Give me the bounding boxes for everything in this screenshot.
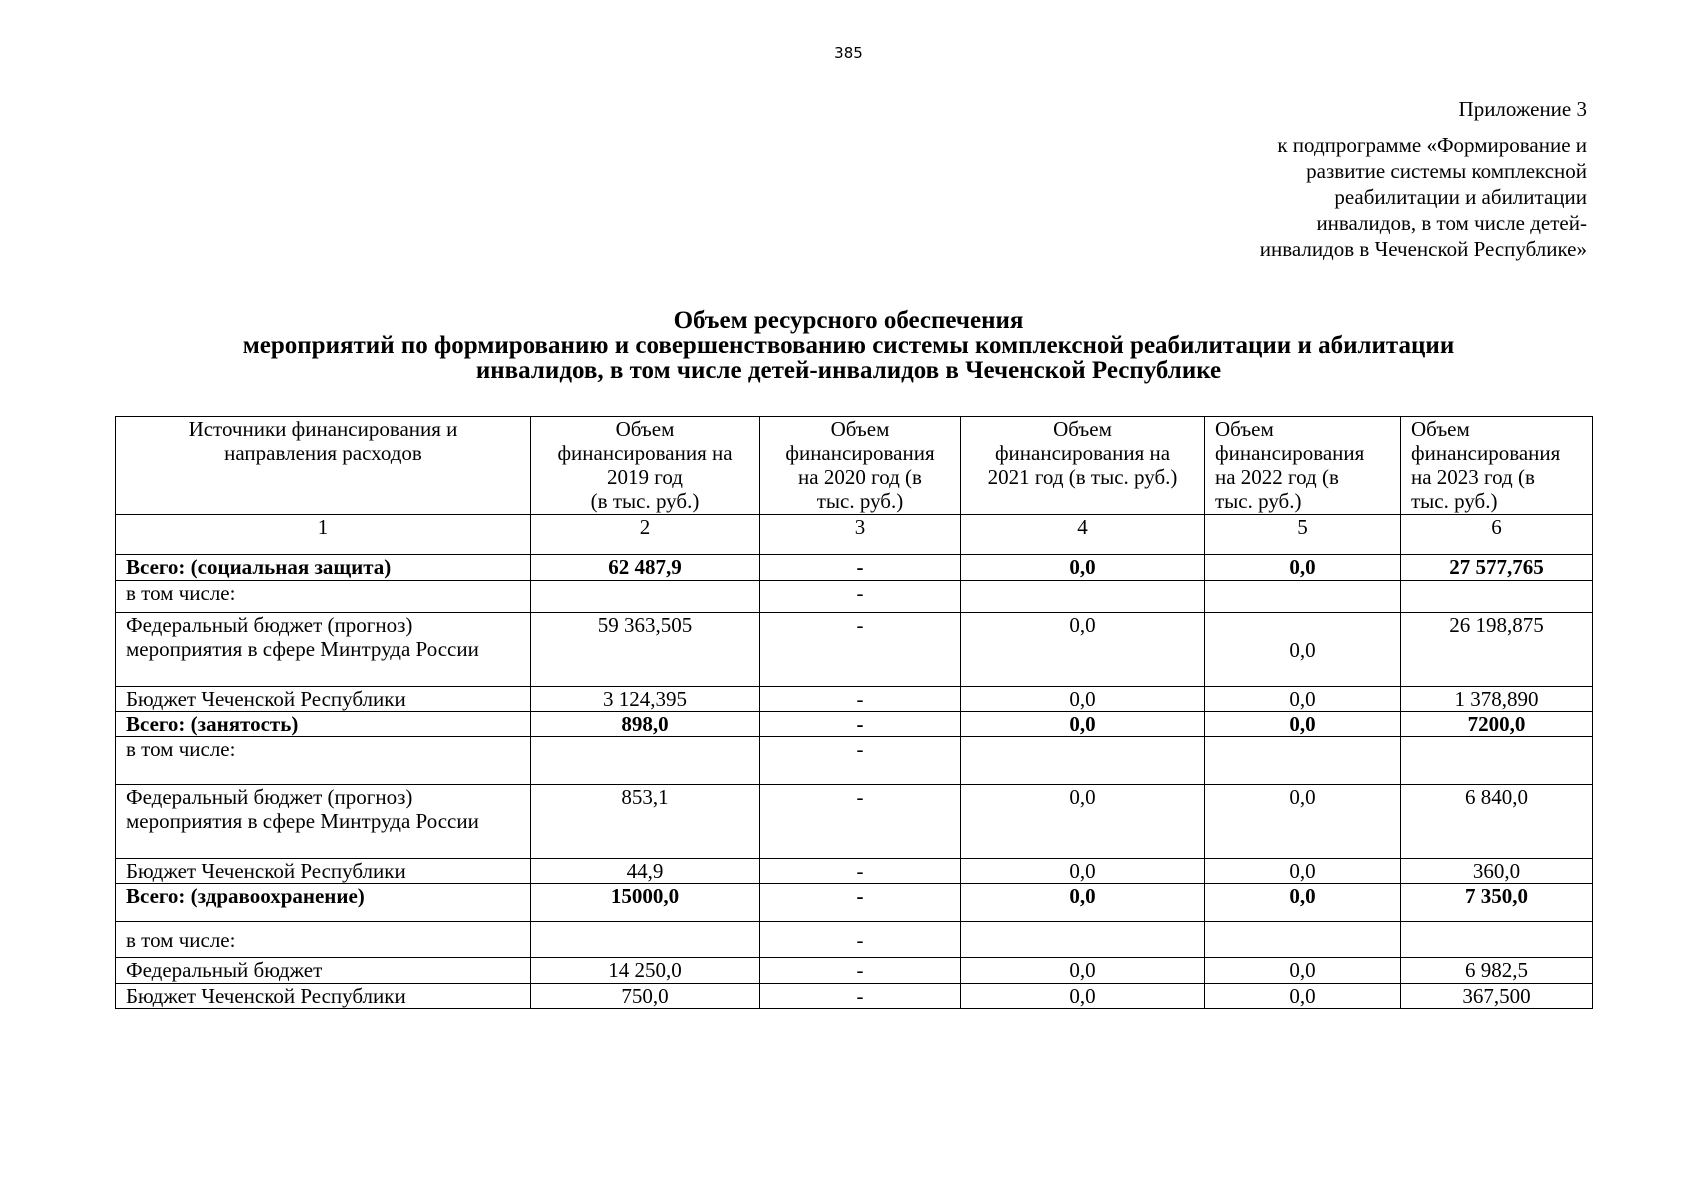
appendix-reference-line: инвалидов, в том числе детей- <box>1316 211 1587 235</box>
value-2021: 0,0 <box>961 555 1205 581</box>
row-label: Федеральный бюджет <box>116 958 531 984</box>
table-row-including <box>116 737 1593 785</box>
value-2021: 0,0 <box>961 613 1205 687</box>
value-2022: 0,0 <box>1205 859 1401 884</box>
header-2019: Объем финансирования на 2019 год (в тыс. руб.) <box>531 417 760 515</box>
row-label: в том числе: <box>116 581 531 613</box>
value-2020: - <box>760 555 961 581</box>
row-label: в том числе: <box>116 922 531 958</box>
page-number: 385 <box>834 44 863 62</box>
value-2023 <box>1401 922 1593 958</box>
value-2020: - <box>760 922 961 958</box>
table-header-row <box>116 417 1593 515</box>
value-2023: 7 350,0 <box>1401 884 1593 922</box>
value-2022 <box>1205 581 1401 613</box>
document-title-line: мероприятий по формированию и совершенствованию системы комплексной реабилитации и абилитации <box>242 332 1455 359</box>
value-2020: - <box>760 884 961 922</box>
value-2023: 360,0 <box>1401 859 1593 884</box>
table-row-total-healthcare <box>116 884 1593 922</box>
appendix-reference-line: к подпрограмме «Формирование и <box>1277 133 1587 157</box>
row-label: Федеральный бюджет (прогноз) мероприятия в сфере Минтруда России <box>116 785 531 859</box>
column-number: 3 <box>760 515 961 555</box>
column-number: 6 <box>1401 515 1593 555</box>
value-2023: 27 577,765 <box>1401 555 1593 581</box>
column-number: 2 <box>531 515 760 555</box>
value-2020: - <box>760 958 961 984</box>
header-2022: Объем финансирования на 2022 год (в тыс. руб.) <box>1205 417 1401 515</box>
value-2019: 750,0 <box>531 984 760 1009</box>
row-label: Федеральный бюджет (прогноз) мероприятия в сфере Минтруда России <box>116 613 531 687</box>
value-2022: 0,0 <box>1205 785 1401 859</box>
column-number: 4 <box>961 515 1205 555</box>
value-2019: 14 250,0 <box>531 958 760 984</box>
value-2019 <box>531 581 760 613</box>
value-2019 <box>531 922 760 958</box>
value-2022: 0,0 <box>1205 613 1401 687</box>
appendix-reference <box>1167 132 1587 262</box>
value-2019: 15000,0 <box>531 884 760 922</box>
table-row-including <box>116 581 1593 613</box>
funding-table <box>115 416 1593 1009</box>
column-number-row <box>116 515 1593 555</box>
column-number: 1 <box>116 515 531 555</box>
value-2020: - <box>760 687 961 712</box>
value-2019: 3 124,395 <box>531 687 760 712</box>
value-2021: 0,0 <box>961 958 1205 984</box>
header-sources: Источники финансирования и направления расходов <box>116 417 531 515</box>
row-label: в том числе: <box>116 737 531 785</box>
value-2022: 0,0 <box>1205 884 1401 922</box>
header-2023: Объем финансирования на 2023 год (в тыс. руб.) <box>1401 417 1593 515</box>
value-2019: 898,0 <box>531 712 760 737</box>
column-number: 5 <box>1205 515 1401 555</box>
value-2022: 0,0 <box>1205 984 1401 1009</box>
value-2019: 59 363,505 <box>531 613 760 687</box>
table-row-federal <box>116 785 1593 859</box>
value-2023: 7200,0 <box>1401 712 1593 737</box>
value-2019: 44,9 <box>531 859 760 884</box>
appendix-label: Приложение 3 <box>1458 97 1587 121</box>
value-2022: 0,0 <box>1205 555 1401 581</box>
value-2020: - <box>760 613 961 687</box>
table-row-regional <box>116 984 1593 1009</box>
value-2020: - <box>760 785 961 859</box>
value-2021: 0,0 <box>961 785 1205 859</box>
value-2020: - <box>760 737 961 785</box>
table-row-regional <box>116 859 1593 884</box>
value-2019 <box>531 737 760 785</box>
appendix-reference-line: реабилитации и абилитации <box>1334 185 1587 209</box>
value-2019: 62 487,9 <box>531 555 760 581</box>
row-label: Бюджет Чеченской Республики <box>116 984 531 1009</box>
appendix-reference-line: развитие системы комплексной <box>1306 159 1587 183</box>
value-2022: 0,0 <box>1205 958 1401 984</box>
row-label: Бюджет Чеченской Республики <box>116 687 531 712</box>
table-row-including <box>116 922 1593 958</box>
value-2021: 0,0 <box>961 859 1205 884</box>
document-title-line: инвалидов, в том числе детей-инвалидов в Чеченской Республике <box>475 357 1222 384</box>
value-2022: 0,0 <box>1205 712 1401 737</box>
value-2022 <box>1205 922 1401 958</box>
value-2023: 367,500 <box>1401 984 1593 1009</box>
value-2020: - <box>760 984 961 1009</box>
table-row-regional <box>116 687 1593 712</box>
value-2021 <box>961 922 1205 958</box>
value-2019: 853,1 <box>531 785 760 859</box>
value-2021: 0,0 <box>961 687 1205 712</box>
row-label: Бюджет Чеченской Республики <box>116 859 531 884</box>
value-2020: - <box>760 712 961 737</box>
row-label: Всего: (занятость) <box>116 712 531 737</box>
document-title <box>0 308 1697 383</box>
value-2021 <box>961 737 1205 785</box>
header-2021: Объем финансирования на 2021 год (в тыс. руб.) <box>961 417 1205 515</box>
table-row-total-social <box>116 555 1593 581</box>
row-label: Всего: (здравоохранение) <box>116 884 531 922</box>
table-row-federal <box>116 613 1593 687</box>
value-2020: - <box>760 581 961 613</box>
table-row-federal <box>116 958 1593 984</box>
row-label: Всего: (социальная защита) <box>116 555 531 581</box>
value-2023 <box>1401 581 1593 613</box>
value-2020: - <box>760 859 961 884</box>
appendix-reference-line: инвалидов в Чеченской Республике» <box>1259 237 1587 261</box>
table-row-total-employment <box>116 712 1593 737</box>
value-2022 <box>1205 737 1401 785</box>
value-2021: 0,0 <box>961 984 1205 1009</box>
value-2021: 0,0 <box>961 712 1205 737</box>
value-2023: 26 198,875 <box>1401 613 1593 687</box>
value-2023: 6 840,0 <box>1401 785 1593 859</box>
value-2022: 0,0 <box>1205 687 1401 712</box>
value-2023: 6 982,5 <box>1401 958 1593 984</box>
value-2021: 0,0 <box>961 884 1205 922</box>
value-2021 <box>961 581 1205 613</box>
document-title-line: Объем ресурсного обеспечения <box>673 307 1024 334</box>
header-2020: Объем финансирования на 2020 год (в тыс. руб.) <box>760 417 961 515</box>
value-2023: 1 378,890 <box>1401 687 1593 712</box>
value-2023 <box>1401 737 1593 785</box>
